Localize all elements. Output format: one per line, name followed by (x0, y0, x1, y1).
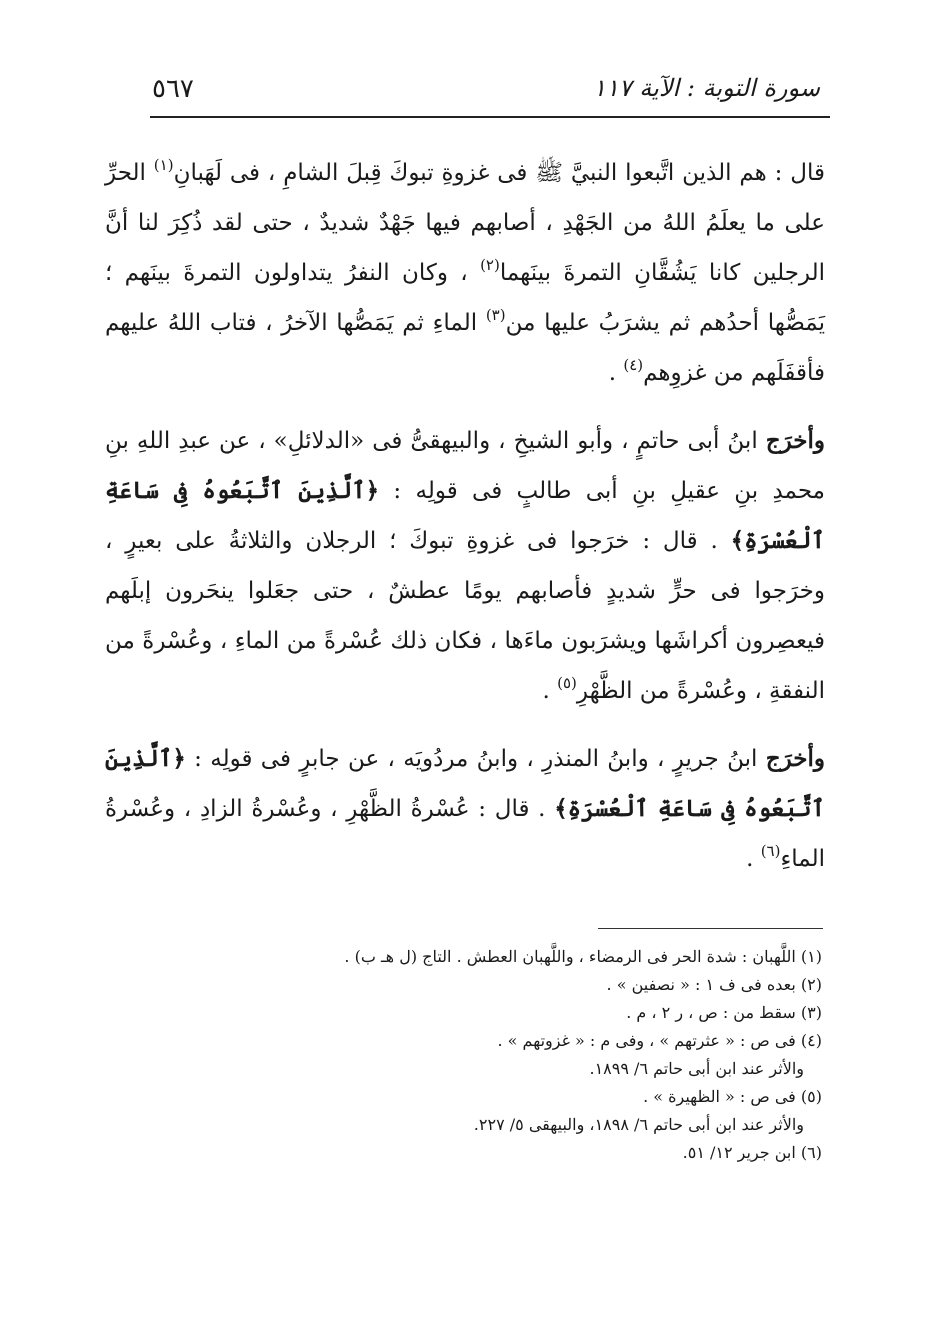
text-segment: ابنُ أبى حاتمٍ ، وأبو الشيخِ ، والبيهقىُّ فى «الدلائلِ» ، عن عبدِ اللهِ بنِ محمدِ بنِ عقيلِ بنِ أبى طالبٍ فى قولِه : (105, 428, 825, 504)
page-header (150, 60, 830, 118)
quran-quote: ﴿ٱلَّذِينَ ٱتَّبَعُوهُ فِى سَاعَةِ ٱلْعُسْرَةِ﴾ (105, 477, 825, 554)
footnote-line: والأثر عند ابن أبى حاتم ٦/ ١٨٩٩. (589, 1059, 804, 1078)
footnote-marker: (٢) (480, 256, 500, 274)
footnote-marker: (١) (153, 156, 174, 174)
text-segment: . (542, 678, 558, 704)
text-segment: قال : هم الذين اتَّبعوا النبيَّ ﷺ فى غزوةِ تبوكَ قِبلَ الشامِ ، فى لَهَبانِ (173, 160, 825, 186)
footnotes (222, 943, 822, 1167)
footnote-line: (٣) سقط من : ص ، ر ٢ ، م . (626, 1003, 822, 1022)
footnote-marker: (٣) (485, 306, 506, 324)
footnote-line: (٤) فى ص : « عثرتهم » ، وفى م : « غزوتهم » . (497, 1031, 822, 1050)
text-segment: ، وكان النفرُ يتداولون التمرةَ بينَهم ؛ يَمَصُّها أحدُهم ثم يشرَبُ عليها من (105, 260, 825, 336)
text-segment: . قال : خرَجوا فى غزوةِ تبوكَ ؛ الرجلان والثلاثةُ على بعيرٍ ، وخرَجوا فى حرٍّ شديدٍ فأصابهم يومًا عطشٌ ، حتى جعَلوا ينحَرون إبلَهم فيعصِرون أكراشَها ويشرَبون ماءَها ، فكان ذلك عُسْرةً من الماءِ ، وعُسْرةً من النفقةِ ، وعُسْرةً من الظَّهْرِ (105, 528, 825, 704)
quran-quote: ﴿ٱلَّذِينَ ٱتَّبَعُوهُ فِى سَاعَةِ ٱلْعُسْرَةِ﴾ (105, 745, 825, 822)
paragraph (105, 416, 825, 716)
footnote-line: (٢) بعده فى ف ١ : « نصفين » . (606, 975, 822, 994)
main-text (105, 148, 825, 902)
footnote-line: والأثر عند ابن أبى حاتم ٦/ ١٨٩٨، والبيهقى ٥/ ٢٢٧. (473, 1115, 804, 1134)
paragraph (105, 148, 825, 398)
text-segment: الماءِ ثم يَمَصُّها الآخرُ ، فتاب اللهُ عليهم فأقفَلَهم من غزوِهم (105, 310, 825, 386)
text-segment: . (746, 846, 761, 872)
footnote-marker: (٤) (623, 356, 644, 374)
paragraph (105, 734, 825, 884)
running-title: سورة التوبة : الآية ١١٧ (592, 74, 820, 102)
footnote-marker: (٦) (760, 842, 781, 860)
footnote-line: (٦) ابن جرير ١٢/ ٥١. (682, 1143, 822, 1162)
text-segment: . (608, 360, 624, 386)
footnote-line: (٥) فى ص : « الظهيرة » . (643, 1087, 822, 1106)
text-segment: . قال : عُسْرةُ الظَّهْرِ ، وعُسْرةُ الزادِ ، وعُسْرةُ الماءِ (105, 796, 825, 872)
footnote-separator (598, 928, 823, 929)
footnote-marker: (٥) (557, 674, 577, 692)
text-segment: الحرِّ على ما يعلَمُ اللهُ من الجَهْدِ ، أصابهم فيها جَهْدٌ شديدٌ ، حتى لقد ذُكِرَ لنا أنَّ الرجلين كانا يَشُقَّانِ التمرةَ بينَهما (105, 160, 825, 286)
footnote-line: (١) اللَّهبان : شدة الحر فى الرمضاء ، واللَّهبان العطش . التاج (ل هـ ب) . (344, 947, 822, 966)
paragraph-lead: وأخرَج (765, 427, 825, 454)
page-number: ٥٦٧ (152, 74, 194, 104)
text-segment: ابنُ جريرٍ ، وابنُ المنذرِ ، وابنُ مردُويَه ، عن جابرٍ فى قولِه : (185, 746, 766, 772)
paragraph-lead: وأخرَج (765, 745, 825, 772)
